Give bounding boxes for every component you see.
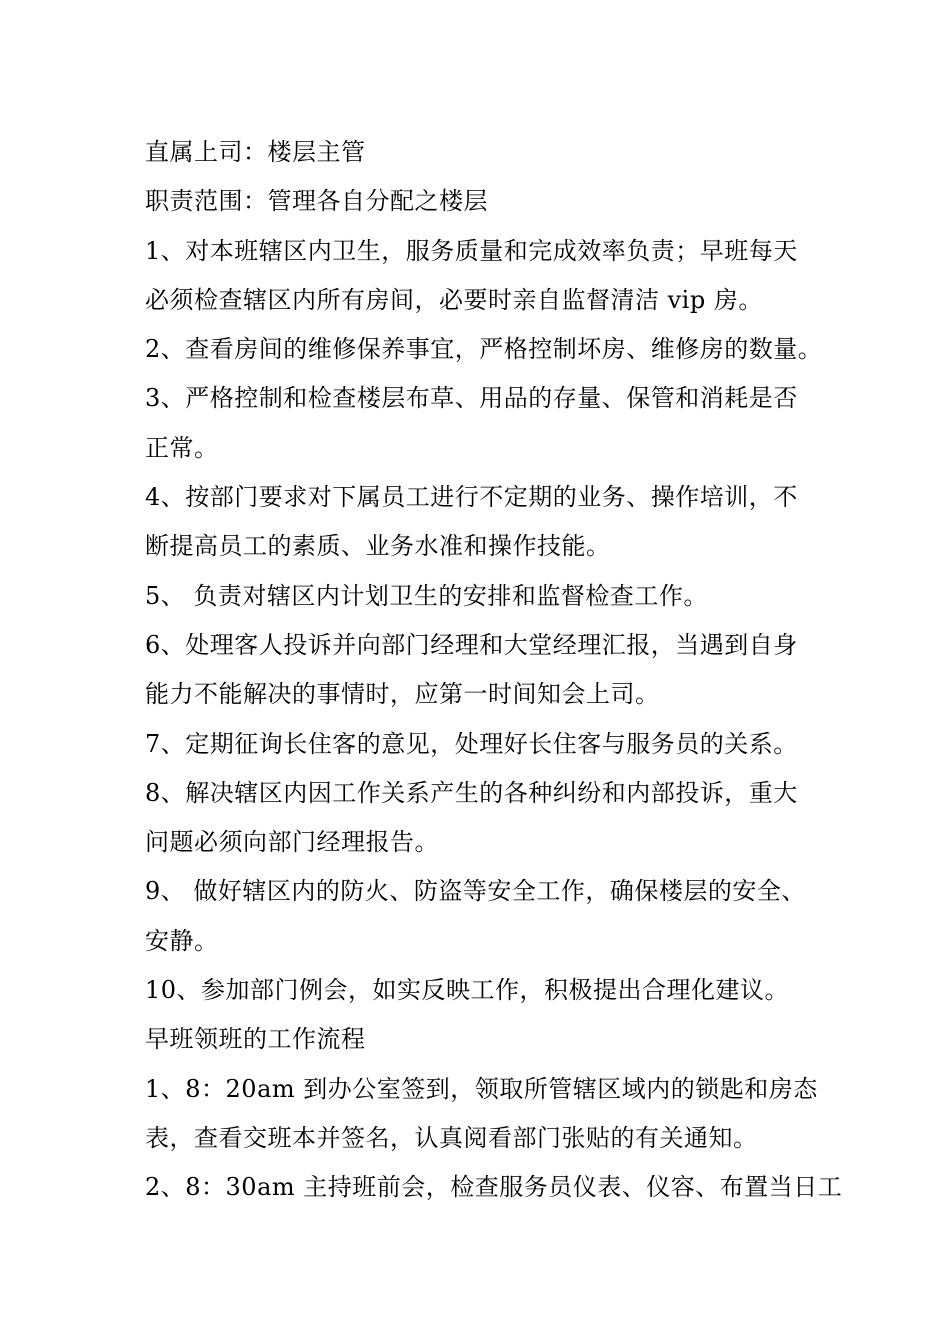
duty-1-line-2: 必须检查辖区内所有房间，必要时亲自监督清洁 vip 房。 bbox=[145, 285, 763, 314]
duty-8-line-1: 8、解决辖区内因工作关系产生的各种纠纷和内部投诉，重大 bbox=[145, 778, 798, 807]
duty-3-line-2: 正常。 bbox=[145, 433, 219, 462]
duty-6-line-2: 能力不能解决的事情时，应第一时间知会上司。 bbox=[145, 680, 660, 709]
duty-9-line-2: 安静。 bbox=[145, 926, 219, 955]
duty-2-line-1: 2、查看房间的维修保养事宜，严格控制坏房、维修房的数量。 bbox=[145, 335, 823, 364]
document-body bbox=[145, 128, 845, 1213]
step-1-line-1: 1、8：20am 到办公室签到，领取所管辖区域内的锁匙和房态 bbox=[145, 1074, 818, 1103]
scope-line: 职责范围：管理各自分配之楼层 bbox=[145, 187, 488, 216]
duty-4-line-1: 4、按部门要求对下属员工进行不定期的业务、操作培训，不 bbox=[145, 483, 798, 512]
step-2-line-1: 2、8：30am 主持班前会，检查服务员仪表、仪容、布置当日工 bbox=[145, 1173, 843, 1202]
duty-4-line-2: 断提高员工的素质、业务水准和操作技能。 bbox=[145, 532, 611, 561]
duty-3-line-1: 3、严格控制和检查楼层布草、用品的存量、保管和消耗是否 bbox=[145, 384, 798, 413]
duty-10-line-1: 10、参加部门例会，如实反映工作，积极提出合理化建议。 bbox=[145, 976, 790, 1005]
duty-5-line-1: 5、 负责对辖区内计划卫生的安排和监督检查工作。 bbox=[145, 581, 708, 610]
duty-6-line-1: 6、处理客人投诉并向部门经理和大堂经理汇报，当遇到自身 bbox=[145, 630, 798, 659]
supervisor-line: 直属上司：楼层主管 bbox=[145, 138, 366, 166]
duty-9-line-1: 9、 做好辖区内的防火、防盗等安全工作，确保楼层的安全、 bbox=[145, 877, 806, 906]
step-1-line-2: 表，查看交班本并签名，认真阅看部门张贴的有关通知。 bbox=[145, 1123, 758, 1152]
duty-1-line-1: 1、对本班辖区内卫生，服务质量和完成效率负责；早班每天 bbox=[145, 236, 798, 265]
section-heading: 早班领班的工作流程 bbox=[145, 1025, 366, 1054]
duty-7-line-1: 7、定期征询长住客的意见，处理好长住客与服务员的关系。 bbox=[145, 729, 798, 758]
duty-8-line-2: 问题必须向部门经理报告。 bbox=[145, 828, 439, 857]
